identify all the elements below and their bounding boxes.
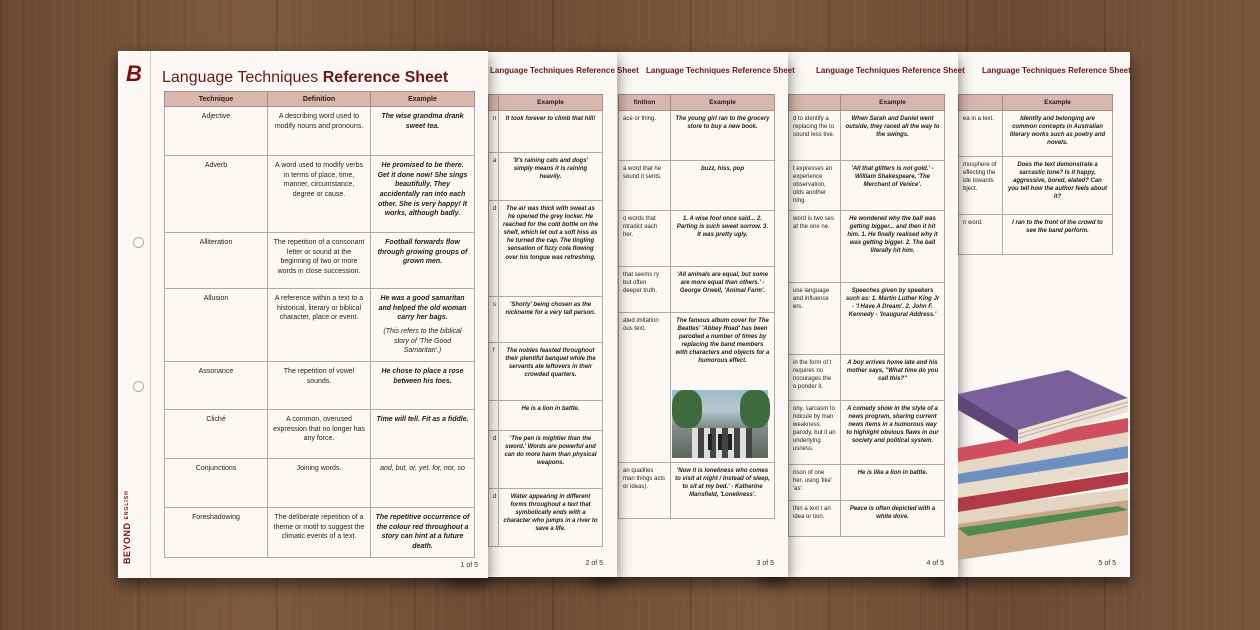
punch-hole xyxy=(133,237,144,248)
definition-cell: A describing word used to modify nouns and pronouns. xyxy=(268,107,371,156)
example-cell: The nobles feasted throughout their plentiful banquet while the servants ate leftovers in their crowded quarters. xyxy=(499,343,603,401)
example-cell: Peace is often depicted with a white dove. xyxy=(841,501,945,537)
example-cell: He wondered why the ball was getting bigger... and then it hit him. 1. He finally realised why it was getting bigger. 2. The ball literally hit him. xyxy=(841,211,945,283)
example-cell: When Sarah and Daniel went outside, they raced all the way to the swings. xyxy=(841,111,945,161)
definition-fragment xyxy=(489,401,499,431)
definition-fragment: use language and influence ers. xyxy=(789,283,841,355)
reference-sheet-page-4 xyxy=(760,52,965,577)
column-header-example: Example xyxy=(499,95,603,111)
example-cell: 'It's raining cats and dogs' simply means it is raining heavily. xyxy=(499,153,603,201)
definition-fragment: that seems ry but often deeper truth. xyxy=(619,267,671,313)
technique-cell: Cliché xyxy=(165,409,268,458)
example-cell: Football forwards flow through growing groups of grown men. xyxy=(371,233,475,289)
technique-cell: Allusion xyxy=(165,289,268,362)
column-header xyxy=(489,95,499,111)
definition-fragment: an qualities man things acts or ideas). xyxy=(619,463,671,519)
definition-fragment: f xyxy=(489,343,499,401)
page-number: 4 of 5 xyxy=(926,560,944,567)
example-cell: 'All that glitters is not gold.' - William Shakespeare, 'The Merchant of Venice'. xyxy=(841,161,945,211)
definition-cell: The repetition of vowel sounds. xyxy=(268,361,371,409)
reference-table xyxy=(164,91,475,558)
definition-cell: The repetition of a consonant letter or sound at the beginning of two or more words in close succession. xyxy=(268,233,371,289)
punch-hole xyxy=(133,381,144,392)
table-row xyxy=(165,458,475,507)
technique-cell: Adjective xyxy=(165,107,268,156)
example-cell: buzz, hiss, pop xyxy=(671,161,775,211)
example-cell: and, but, or, yet, for, nor, so xyxy=(371,458,475,507)
definition-fragment: rison of one her, using 'like' 'as'. xyxy=(789,465,841,501)
definition-fragment: o words that ntradict each her. xyxy=(619,211,671,267)
definition-fragment: ea in a text. xyxy=(959,111,1003,157)
definition-fragment: a xyxy=(489,153,499,201)
example-text: The famous album cover for The Beatles' 'Abbey Road' has been parodied a number of times by replacing the band members with characters and objects for a humorous effect. xyxy=(675,318,770,365)
beyond-logo-icon: B xyxy=(126,61,142,86)
example-cell: Speeches given by speakers such as: 1. Martin Luther King Jr - 'I Have A Dream'. 2. John F. Kennedy - 'Inaugural Address.' xyxy=(841,283,945,355)
example-cell: Identity and belonging are common concepts in Australian literary works such as poetry and novels. xyxy=(1003,111,1113,157)
example-note: (This refers to the biblical story of 'The Good Samaritan'.) xyxy=(383,327,462,355)
column-header xyxy=(959,95,1003,111)
reference-table xyxy=(958,94,1113,255)
margin-line xyxy=(150,51,151,578)
sheet-title: Language Techniques Reference Sheet xyxy=(646,66,795,75)
table-row xyxy=(165,289,475,362)
example-cell: 'All animals are equal, but some are more equal than others.' - George Orwell, 'Animal Farm'. xyxy=(671,267,775,313)
example-cell: A comedy show in the style of a news program, sharing current news items in a humorous way to highlight obvious flaws in our society and political system. xyxy=(841,401,945,465)
technique-cell: Assonance xyxy=(165,361,268,409)
table-row xyxy=(165,361,475,409)
brand-subname: ENGLISH xyxy=(124,490,130,520)
technique-cell: Foreshadowing xyxy=(165,507,268,557)
page-title xyxy=(162,69,448,87)
definition-cell: A reference within a text to a historical, literary or biblical character, place or event. xyxy=(268,289,371,362)
reference-sheet-page-1 xyxy=(118,51,488,578)
example-cell: 'The pen is mightier than the sword.' Words are powerful and can do more harm than physical weapons. xyxy=(499,431,603,489)
reference-sheet-page-3 xyxy=(590,52,795,577)
example-text: He was a good samaritan and helped the old woman carry her bags. xyxy=(378,295,467,322)
reference-table xyxy=(788,94,945,537)
definition-fragment: mosphere of eflecting the ide towards bject. xyxy=(959,157,1003,215)
technique-cell: Adverb xyxy=(165,156,268,233)
definition-fragment: in the form of t requires no ncourages the o ponder it. xyxy=(789,355,841,401)
book-stack-illustration xyxy=(958,360,1128,560)
definition-cell: The deliberate repetition of a theme or motif to suggest the climatic events of a text. xyxy=(268,507,371,557)
example-cell: A boy arrives home late and his mother says, "What time do you call this?" xyxy=(841,355,945,401)
page-number: 3 of 5 xyxy=(756,560,774,567)
example-cell: He is a lion in battle. xyxy=(499,401,603,431)
sheet-title: Language Techniques Reference Sheet xyxy=(816,66,965,75)
title-light: Language Techniques xyxy=(162,69,319,86)
table-row xyxy=(165,156,475,233)
definition-fragment: d to identify a replacing the to sound less tive. xyxy=(789,111,841,161)
definition-cell: A common, overused expression that no longer has any force. xyxy=(268,409,371,458)
page-number: 1 of 5 xyxy=(460,562,478,569)
example-cell: The wise grandma drank sweet tea. xyxy=(371,107,475,156)
reference-table xyxy=(488,94,603,547)
table-row xyxy=(165,507,475,557)
example-cell: 1. A wise fool once said... 2. Parting is such sweet sorrow. 3. It was pretty ugly. xyxy=(671,211,775,267)
example-cell: He is like a lion in battle. xyxy=(841,465,945,501)
column-header xyxy=(789,95,841,111)
example-cell xyxy=(371,289,475,362)
technique-cell: Alliteration xyxy=(165,233,268,289)
technique-cell: Conjunctions xyxy=(165,458,268,507)
example-cell: 'Shorty' being chosen as the nickname for a very tall person. xyxy=(499,297,603,343)
column-header-example: Example xyxy=(841,95,945,111)
brand-name: BEYOND xyxy=(122,522,132,564)
example-cell: 'Now it is loneliness who comes to visit at night / Instead of sleep, to sit at my bed.' - Katherine Mansfield, 'Loneliness'. xyxy=(671,463,775,519)
example-cell: The air was thick with sweat as he opened the grey locker. He reached for the cold bottle on the shelf, which let out a soft hiss as he turned the cap. The tingling sensation of fizzy cola flowing over his tongue was refreshing. xyxy=(499,201,603,297)
abbey-road-parody-photo xyxy=(672,390,768,458)
definition-fragment: thin a text t an idea or tion. xyxy=(789,501,841,537)
sheet-title: Language Techniques Reference Sheet xyxy=(982,66,1131,75)
definition-fragment: n xyxy=(489,111,499,153)
example-cell: It took forever to climb that hill! xyxy=(499,111,603,153)
example-cell: The repetitive occurrence of the colour red throughout a story can hint at a future death. xyxy=(371,507,475,557)
definition-fragment: d xyxy=(489,489,499,547)
example-cell: The young girl ran to the grocery store to buy a new book. xyxy=(671,111,775,161)
example-cell: Does the text demonstrate a sarcastic tone? Is it happy, aggressive, bored, elated? Can you tell how the author feels about it? xyxy=(1003,157,1113,215)
definition-fragment: d xyxy=(489,201,499,297)
brand-wordmark xyxy=(122,454,142,564)
column-header-definition: Definition xyxy=(268,92,371,107)
column-header-example: Example xyxy=(371,92,475,107)
column-header-example: Example xyxy=(671,95,775,111)
definition-fragment: n word. xyxy=(959,215,1003,255)
definition-fragment: ony, sarcasm to ridicule by man weakness. parody, but it an underlying usness. xyxy=(789,401,841,465)
definition-fragment: word is two ses at the one ne. xyxy=(789,211,841,283)
example-cell: Time will tell. Fit as a fiddle. xyxy=(371,409,475,458)
column-header-example: Example xyxy=(1003,95,1113,111)
definition-fragment: ace or thing. xyxy=(619,111,671,161)
sheet-title: Language Techniques Reference Sheet xyxy=(490,66,639,75)
column-header-technique: Technique xyxy=(165,92,268,107)
definition-cell: Joining words. xyxy=(268,458,371,507)
example-cell: I ran to the front of the crowd to see the band perform. xyxy=(1003,215,1113,255)
example-cell: He chose to place a rose between his toes. xyxy=(371,361,475,409)
title-bold: Reference Sheet xyxy=(322,69,449,86)
page-number: 5 of 5 xyxy=(1098,560,1116,567)
table-row xyxy=(165,409,475,458)
table-row xyxy=(165,107,475,156)
column-header: finition xyxy=(619,95,671,111)
definition-cell: A word used to modify verbs in terms of place, time, manner, circumstance, degree or cause. xyxy=(268,156,371,233)
definition-fragment: ated imitation ous text. xyxy=(619,313,671,463)
definition-fragment: t expresses an experience observation, olds another ning. xyxy=(789,161,841,211)
definition-fragment: a word that he sound it sents. xyxy=(619,161,671,211)
page-number: 2 of 5 xyxy=(585,560,603,567)
table-row xyxy=(165,233,475,289)
example-cell: Water appearing in different forms throughout a text that symbolically ends with a character who jumps in a river to save a life. xyxy=(499,489,603,547)
definition-fragment: d xyxy=(489,431,499,489)
definition-fragment: s xyxy=(489,297,499,343)
example-cell: He promised to be there. Get it done now! She sings beautifully. They accidentally ran into each other. She is very happy! It works, although badly. xyxy=(371,156,475,233)
